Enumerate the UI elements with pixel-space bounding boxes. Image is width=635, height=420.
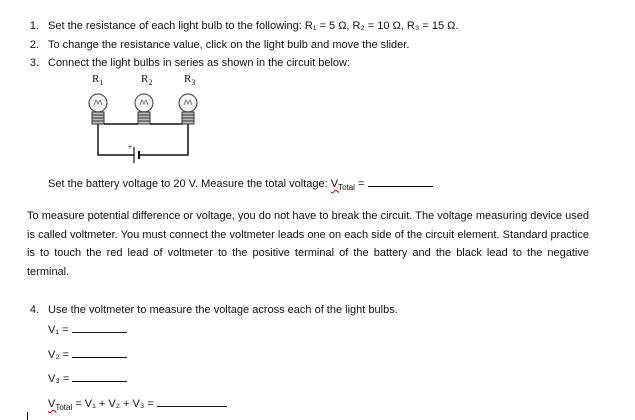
text-cursor (27, 412, 28, 420)
instruction-4: Use the voltmeter to measure the voltage across each of the light bulbs. (48, 304, 398, 316)
v-total-answer-blank[interactable] (368, 176, 433, 187)
v-total-symbol: $V_{Total}$ (48, 398, 73, 413)
voltage-instruction: Set the battery voltage to 20 V. Measure the total voltage: $V_{Total}$ = (48, 176, 433, 192)
light-bulb-icon (135, 94, 153, 124)
light-bulb-icon (89, 94, 107, 124)
v1-answer-blank[interactable] (72, 322, 127, 333)
v3-answer-blank[interactable] (72, 371, 127, 382)
instruction-2: To change the resistance value, click on the light bulb and move the slider. (48, 39, 410, 51)
bulb-label-r2: $R_2$ (141, 73, 153, 88)
battery-plus-label: + (128, 144, 133, 151)
total-answer-blank[interactable] (157, 396, 227, 407)
bulb-label-r3: $R_3$ (184, 73, 196, 88)
v2-answer-blank[interactable] (72, 347, 127, 358)
voltmeter-paragraph: To measure potential difference or voltage, you do not have to break the circuit. The voltage measuring device used is called voltmeter. You must connect the voltmeter leads one on each side of the circuit element. Standard practice is to touch the red lead of voltmeter to the positive terminal of the battery and the black lead to the negative terminal. (27, 210, 589, 278)
light-bulb-icon (179, 94, 197, 124)
v1-measurement: V₁ = (48, 322, 127, 336)
v-total-symbol: $V_{Total}$ (330, 178, 355, 193)
total-voltage-equation: $V_{Total} = V_1 + V_2 + V_3$ = (48, 396, 227, 412)
instruction-1: Set the resistance of each light bulb to the following: R₁ = 5 Ω, R₂ = 10 Ω, R₃ = 15 Ω. (48, 20, 459, 32)
instruction-3: Connect the light bulbs in series as shown in the circuit below: (48, 57, 351, 69)
v3-measurement: V₃ = (48, 371, 127, 385)
item-number: 4. (29, 304, 39, 316)
item-number: 3. (29, 57, 39, 69)
battery-icon (132, 147, 142, 163)
bulb-label-r1: $R_1$ (92, 73, 104, 88)
item-number: 2. (29, 39, 39, 51)
series-circuit-diagram (80, 85, 220, 165)
item-number: 1. (29, 20, 39, 32)
v2-measurement: V₂ = (48, 347, 127, 361)
